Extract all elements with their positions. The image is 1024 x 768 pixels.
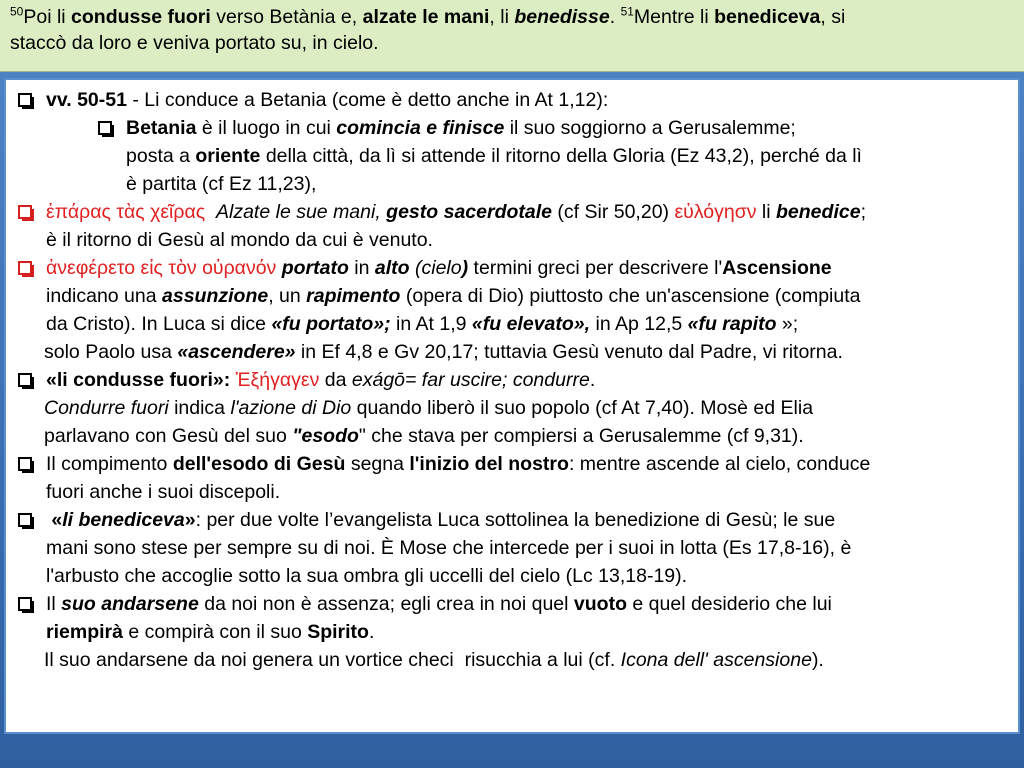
text-bold-italic: suo andarsene [61, 593, 199, 615]
text-bold-italic: rapimento [306, 285, 401, 307]
text: ; [860, 201, 866, 223]
text: verso Betània e, [210, 6, 363, 28]
text-bold: Betania [126, 117, 197, 139]
text-bold: alzate le mani [362, 6, 490, 28]
text: indicano una [46, 285, 163, 307]
verse-header [0, 0, 1024, 72]
text: in [348, 257, 375, 279]
text-bold-italic: «fu portato»; [271, 313, 391, 335]
text-bold-italic: assunzione [162, 285, 269, 307]
text: è il luogo in cui [196, 117, 337, 139]
text: da noi non è assenza; egli crea in noi quel [198, 593, 574, 615]
text-bold-italic: «ascendere» [177, 341, 296, 363]
text: - Li conduce a Betania (come è detto anche in At 1,12): [126, 89, 609, 111]
text: fuori anche i suoi discepoli. [46, 481, 281, 503]
checkbox-bullet-icon [18, 373, 32, 387]
bullet-compimento [18, 450, 1012, 506]
text: li [756, 201, 777, 223]
text: . [368, 621, 375, 643]
text-bold-italic: li benediceva [62, 509, 185, 531]
sub-bullet-betania [18, 114, 1012, 142]
checkbox-bullet-icon [18, 261, 32, 275]
text: termini greci per descrivere l' [468, 257, 723, 279]
text: segna [345, 453, 410, 475]
text-bold-italic: benedisse [514, 6, 610, 28]
checkbox-bullet-icon [18, 597, 32, 611]
text [205, 201, 216, 223]
text: , si [820, 6, 846, 28]
bullet-andarsene [18, 590, 1012, 646]
text-italic: Alzate le sue mani, [216, 201, 387, 223]
text-bold: riempirà [46, 621, 123, 643]
bullet-text [46, 254, 1012, 338]
text: Il compimento [46, 453, 173, 475]
text-bold-italic: «fu rapito [687, 313, 777, 335]
text: posta a [126, 145, 196, 167]
text-bold: benediceva [714, 6, 821, 28]
text-bold: « [46, 509, 63, 531]
text-bold-italic: portato [281, 257, 349, 279]
text-italic: Icona dell' ascensione [620, 649, 812, 671]
checkbox-bullet-icon [18, 93, 32, 107]
text-bold-italic: comincia e finisce [336, 117, 505, 139]
verse-line-2: staccò da loro e veniva portato su, in cielo. [10, 32, 379, 54]
text-bold: condusse fuori [71, 6, 211, 28]
text-bold-italic: «fu elevato», [471, 313, 591, 335]
text: , li [489, 6, 515, 28]
text: Il suo andarsene da noi genera un vortice checi risucchia a lui (cf. [44, 649, 621, 671]
text: , un [268, 285, 307, 307]
bullet-text [46, 450, 1012, 506]
bullet-benediceva [18, 506, 1012, 590]
text-italic: l'azione di Dio [230, 397, 352, 419]
bullet-vv-50-51 [18, 86, 1012, 114]
text: (opera di Dio) piuttosto che un'ascensione (compiuta [400, 285, 861, 307]
text-bold: l'inizio del nostro [409, 453, 569, 475]
greek-text: Ἐξήγαγεν [235, 369, 320, 391]
bullet-anefereto [18, 254, 1012, 338]
text: mani sono stese per sempre su di noi. È Mose che intercede per i suoi in lotta (Es 17,8-16), è [46, 537, 852, 559]
text-bold-italic: alto [374, 257, 410, 279]
bullet-condusse-fuori [18, 366, 1012, 394]
text: indica [168, 397, 231, 419]
checkbox-bullet-icon [98, 121, 112, 135]
sub-bullet-continuation [18, 142, 1012, 170]
text: . [609, 6, 621, 28]
text-italic: exágō= far uscire; condurre [351, 369, 590, 391]
bullet-text [126, 114, 1012, 142]
text: parlavano con Gesù del suo [44, 425, 293, 447]
text: in Ap 12,5 [590, 313, 688, 335]
bullet-text [46, 590, 1012, 646]
text: e compirà con il suo [122, 621, 308, 643]
text: : mentre ascende al cielo, conduce [568, 453, 871, 475]
text-bold-italic: gesto sacerdotale [386, 201, 552, 223]
text: della città, da lì si attende il ritorno della Gloria (Ez 43,2), perché da lì [260, 145, 862, 167]
verse-number-50: 50 [10, 4, 24, 19]
text-bold: Ascensione [722, 257, 832, 279]
text-bold: vuoto [573, 593, 627, 615]
text-bold: vv. 50-51 [46, 89, 127, 111]
greek-text: ἀνεφέρετο εἰς τὸν οὐρανόν [46, 257, 277, 279]
text-bold: «li condusse fuori»: [46, 369, 231, 391]
paragraph-vortice [18, 646, 1012, 674]
text: il suo soggiorno a Gerusalemme; [504, 117, 796, 139]
text-bold-italic: benedice [776, 201, 861, 223]
text: quando liberò il suo popolo (cf At 7,40). Mosè ed Elia [351, 397, 814, 419]
text: . [589, 369, 596, 391]
text: : per due volte l’evangelista Luca sottolinea la benedizione di Gesù; le sue [195, 509, 836, 531]
text: Mentre li [633, 6, 715, 28]
text: (cf Sir 50,20) [552, 201, 675, 223]
paragraph-condurre [18, 394, 1012, 450]
bullet-text [46, 86, 1012, 114]
verse-line-1 [10, 4, 1016, 30]
text-bold: » [184, 509, 196, 531]
text: ). [811, 649, 824, 671]
text: da Cristo). In Luca si dice [46, 313, 272, 335]
checkbox-bullet-icon [18, 457, 32, 471]
greek-text: ἐπάρας τὰς χεῖρας [46, 201, 206, 223]
text: in Ef 4,8 e Gv 20,17; tuttavia Gesù venuto dal Padre, vi ritorna. [295, 341, 843, 363]
bullet-text [46, 506, 1012, 590]
text: solo Paolo usa [44, 341, 178, 363]
sub-bullet-continuation: è partita (cf Ez 11,23), [126, 173, 317, 195]
text: è il ritorno di Gesù al mondo da cui è venuto. [46, 229, 433, 251]
verse-number-51: 51 [620, 4, 634, 19]
bullet-text [46, 366, 1012, 394]
greek-text: εὐλόγησν [674, 201, 757, 223]
text: »; [776, 313, 799, 335]
text-italic: Condurre fuori [44, 397, 169, 419]
text: Il [46, 593, 62, 615]
text-bold: oriente [195, 145, 261, 167]
commentary-panel [4, 78, 1020, 734]
paragraph-paolo [18, 338, 1012, 366]
bullet-text [46, 198, 1012, 254]
text: in At 1,9 [390, 313, 472, 335]
text-bold-italic: "esodo [292, 425, 359, 447]
text: e quel desiderio che lui [626, 593, 832, 615]
text: Poi li [23, 6, 72, 28]
text: da [319, 369, 352, 391]
text: " che stava per compiersi a Gerusalemme (cf 9,31). [358, 425, 804, 447]
checkbox-bullet-icon [18, 513, 32, 527]
text-bold: dell'esodo di Gesù [172, 453, 346, 475]
checkbox-bullet-icon [18, 205, 32, 219]
text-bold: Spirito [307, 621, 369, 643]
text-italic: (cielo [409, 257, 462, 279]
text: l'arbusto che accoglie sotto la sua ombra gli uccelli del cielo (Lc 13,18-19). [46, 565, 688, 587]
bullet-eparas [18, 198, 1012, 254]
text-bold-italic: ) [461, 257, 469, 279]
